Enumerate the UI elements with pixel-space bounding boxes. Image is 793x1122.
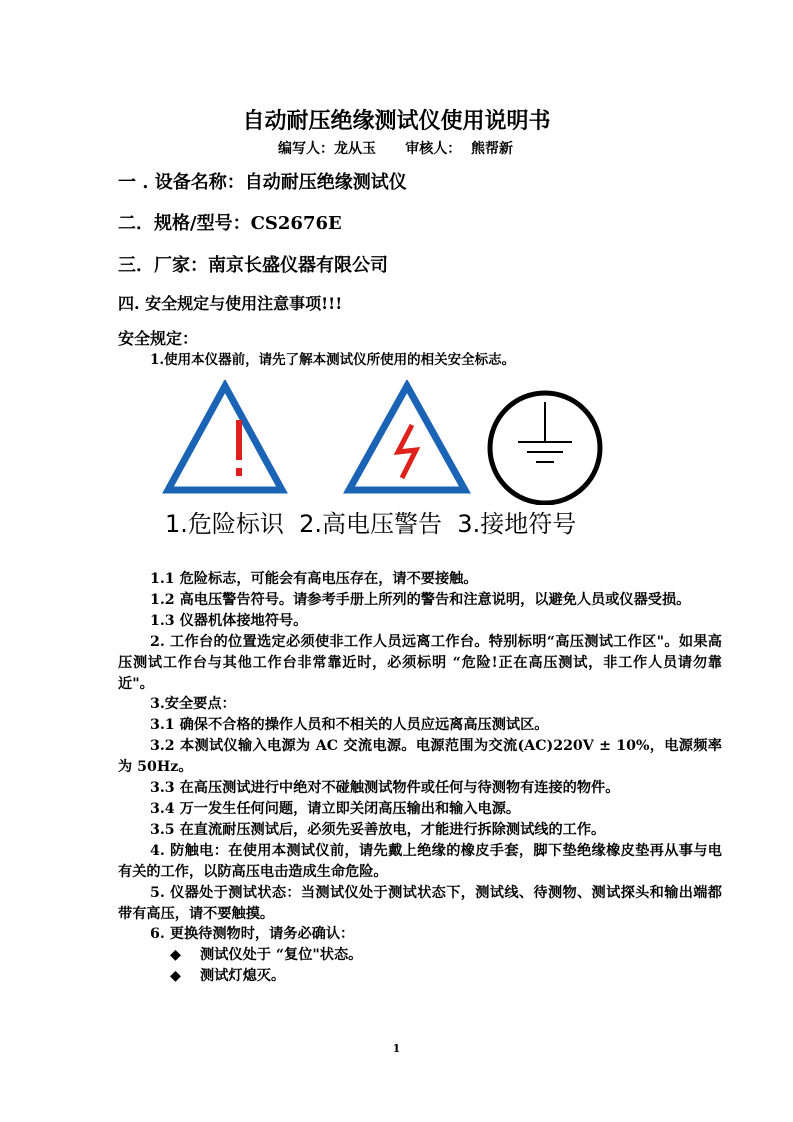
heading-safety: 四. 安全规定与使用注意事项!!! (118, 294, 343, 313)
paragraph: 5. 仪器处于测试状态：当测试仪处于测试状态下，测试线、待测物、测试探头和输出端都带有高压，请不要触摸。 (118, 884, 722, 922)
heading-device-name: 一 . 设备名称：自动耐压绝缘测试仪 (118, 172, 407, 193)
high-voltage-sign-icon (349, 386, 465, 490)
diamond-bullet-icon: ◆ (170, 968, 181, 985)
paragraph: 3.5 在直流耐压测试后，必须先妥善放电，才能进行拆除测试线的工作。 (150, 821, 606, 838)
diamond-bullet-icon: ◆ (170, 947, 181, 964)
page-number: 1 (392, 1042, 401, 1055)
document-title: 自动耐压绝缘测试仪使用说明书 (242, 108, 551, 134)
safety-signs (160, 380, 620, 505)
paragraph: 3.3 在高压测试进行中绝对不碰触测试物件或任何与待测物有连接的物件。 (150, 780, 620, 797)
paragraph: 6. 更换待测物时，请务必确认： (150, 926, 355, 943)
sign-labels: 1.危险标识 2.高电压警告 3.接地符号 (165, 510, 577, 538)
paragraph: 3.安全要点： (150, 696, 236, 713)
heading-model: 二．规格/型号：CS2676E (118, 213, 342, 234)
bullet-item: ◆ 测试灯熄灭。 (118, 966, 722, 987)
paragraph: 3.1 确保不合格的操作人员和不相关的人员应远离高压测试区。 (150, 717, 549, 734)
paragraph: 3.4 万一发生任何问题，请立即关闭高压输出和输入电源。 (150, 800, 521, 817)
paragraph: 2. 工作台的位置选定必须使非工作人员远离工作台。特别标明“高压测试工作区"。如果高压测试工作台与其他工作台非常靠近时，必须标明 “危险!正在高压测试，非工作人员请勿靠近"。 (118, 633, 722, 692)
paragraph: 4. 防触电：在使用本测试仪前，请先戴上绝缘的橡皮手套，脚下垫绝缘橡皮垫再从事与电有关的工作，以防高压电击造成生命危险。 (118, 842, 722, 880)
safety-body (118, 569, 722, 987)
heading-manufacturer: 三．厂家：南京长盛仪器有限公司 (118, 255, 388, 276)
bullet-item: ◆ 测试仪处于 “复位"状态。 (118, 945, 722, 966)
paragraph: 1.3 仪器机体接地符号。 (150, 612, 308, 629)
safety-rules-title: 安全规定： (118, 329, 199, 348)
safety-item-1: 1.使用本仪器前，请先了解本测试仪所使用的相关安全标志。 (150, 352, 516, 368)
ground-symbol-icon (490, 393, 600, 503)
danger-sign-icon (168, 386, 282, 490)
authors-line: 编写人：龙从玉 审核人： 熊帮新 (278, 141, 513, 157)
paragraph: 1.1 危险标志，可能会有高电压存在，请不要接触。 (150, 571, 478, 587)
paragraph: 1.2 高电压警告符号。请参考手册上所列的警告和注意说明，以避免人员或仪器受损。 (150, 591, 691, 608)
paragraph: 3.2 本测试仪输入电源为 AC 交流电源。电源范围为交流(AC)220V ± 10%，电源频率为 50Hz。 (118, 738, 722, 776)
